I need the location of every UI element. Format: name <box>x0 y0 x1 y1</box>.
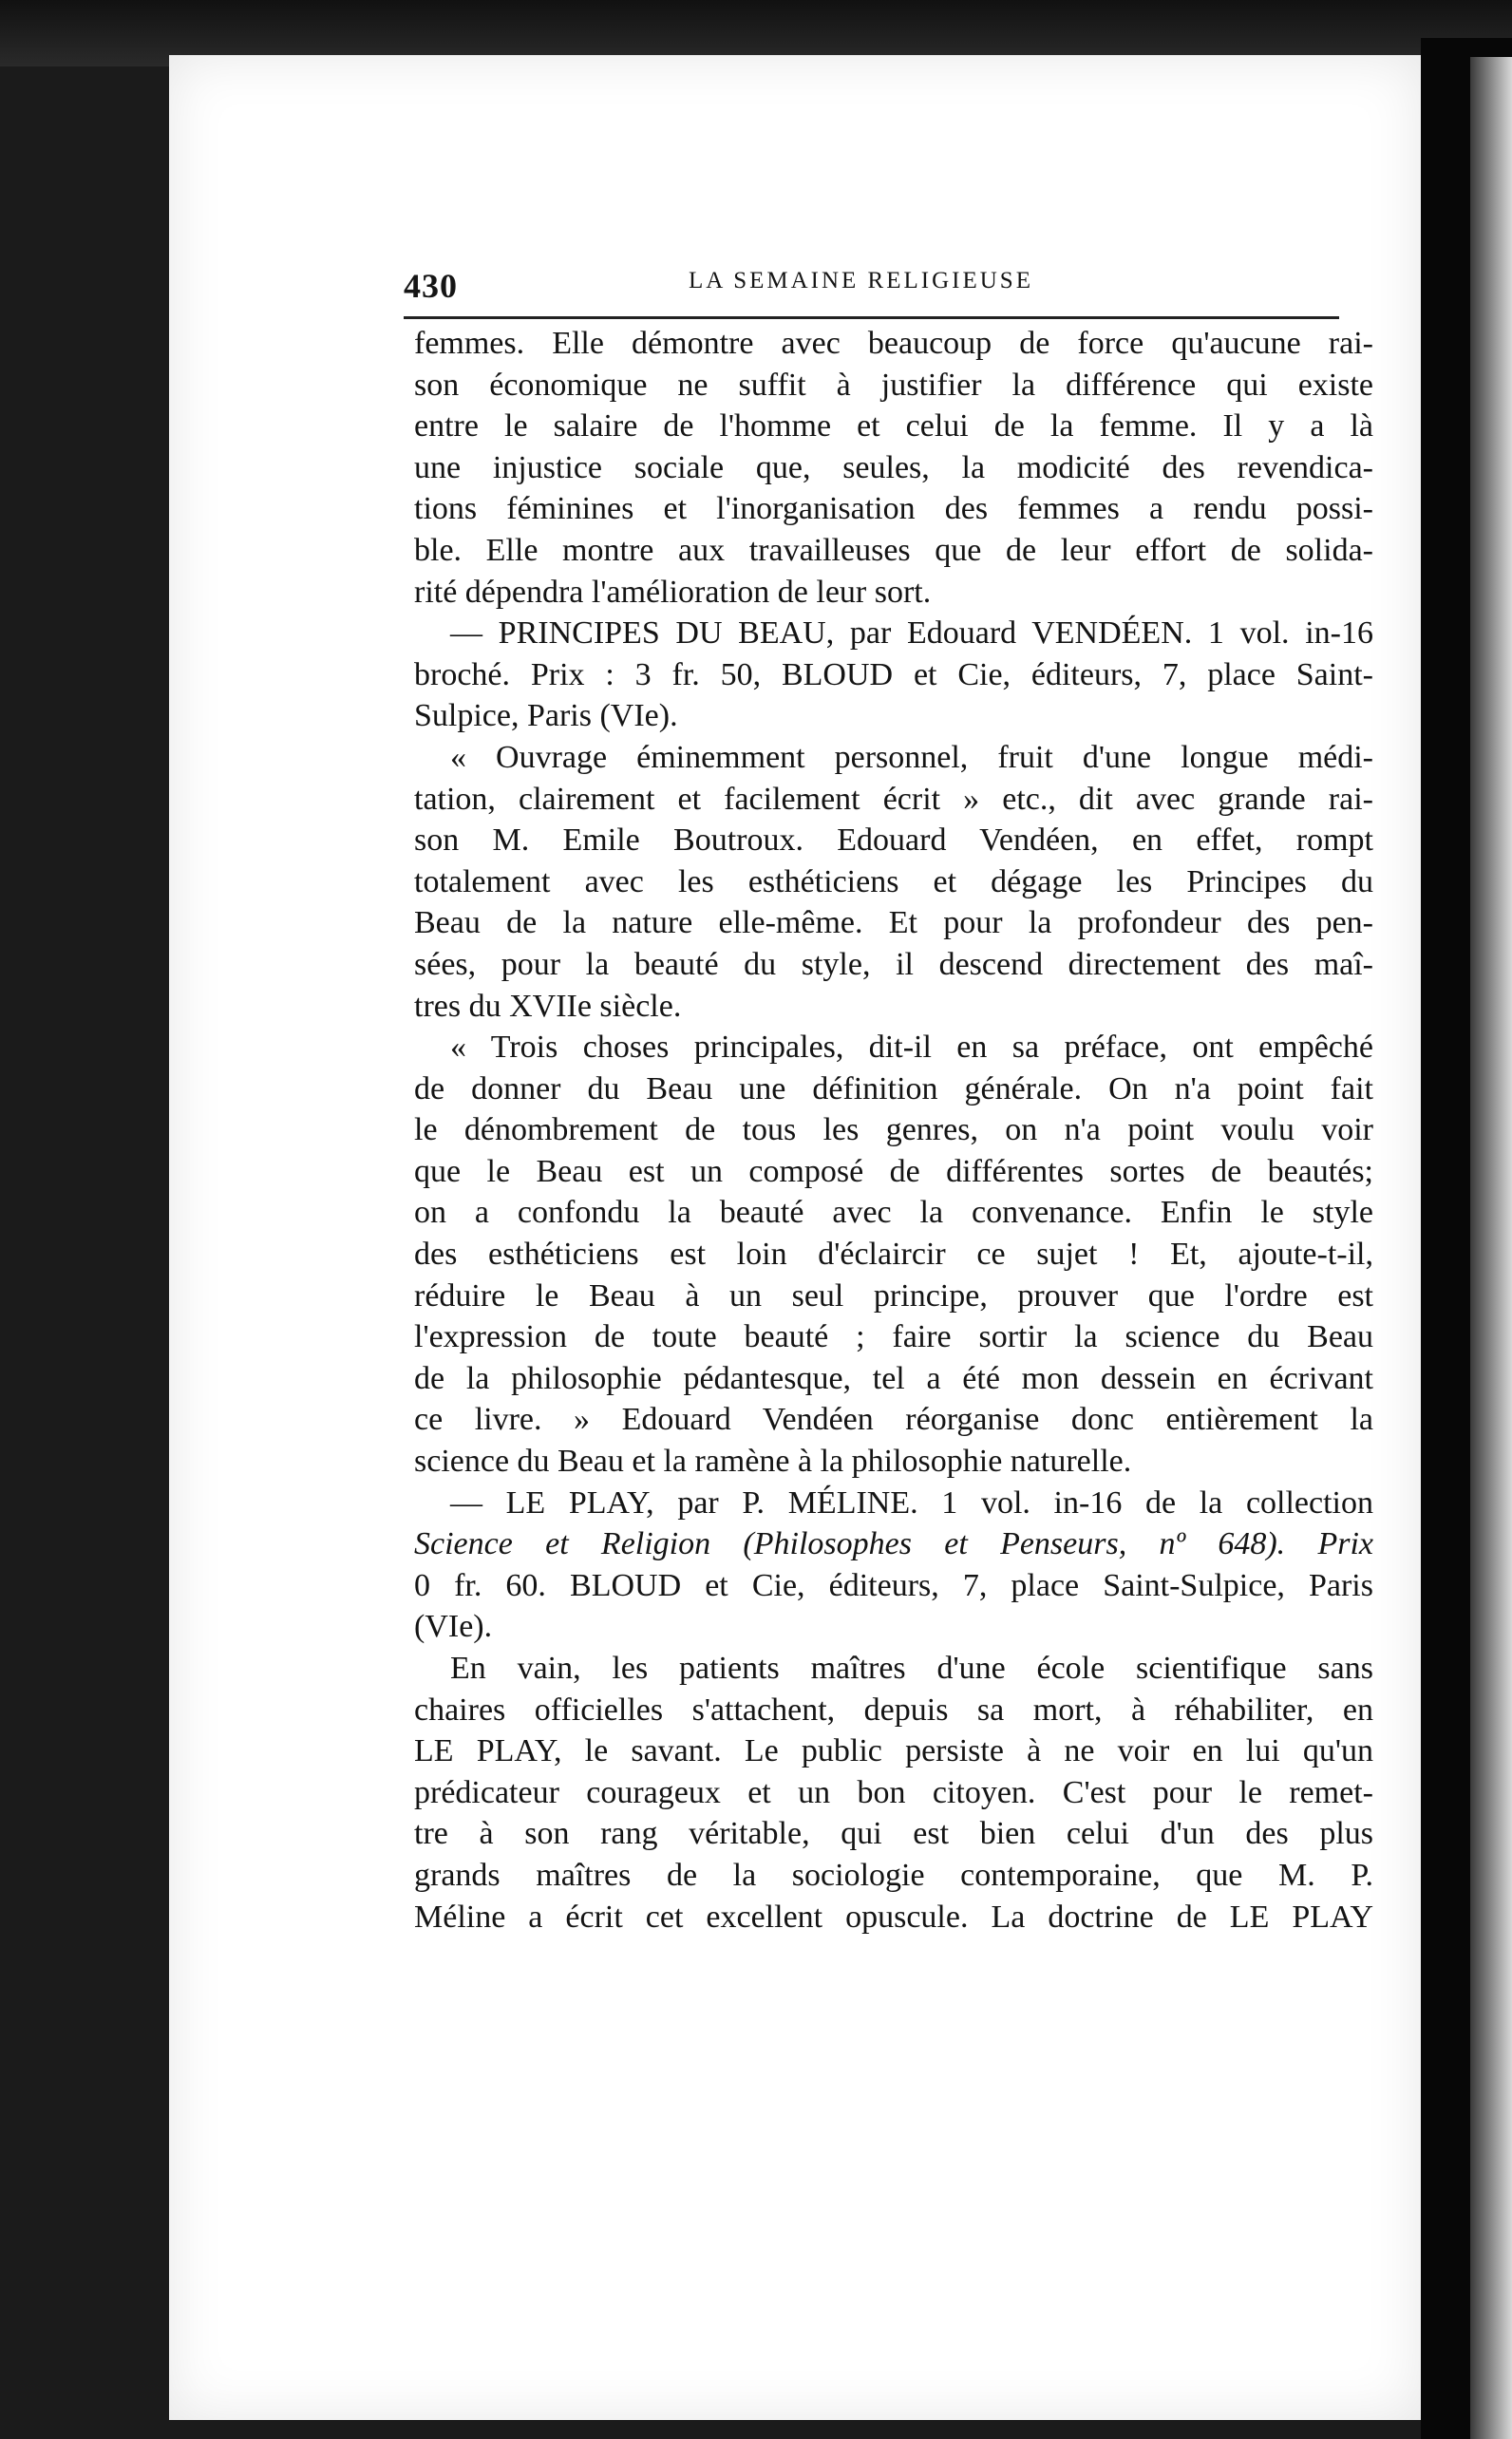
text-line: Méline a écrit cet excellent opuscule. La doctrine de LE PLAY <box>414 1899 1373 1935</box>
text-line: tation, clairement et facilement écrit » etc., dit avec grande rai- <box>414 781 1373 817</box>
text-line: réduire le Beau à un seul principe, prouver que l'ordre est <box>414 1277 1373 1314</box>
text-line: « Trois choses principales, dit-il en sa préface, ont empêché <box>450 1030 1373 1066</box>
text-line: l'expression de toute beauté ; faire sortir la science du Beau <box>414 1319 1373 1355</box>
text-line: ble. Elle montre aux travailleuses que de leur effort de solida- <box>414 532 1373 568</box>
text-line: En vain, les patients maîtres d'une école scientifique sans <box>450 1651 1373 1686</box>
text-line: ce livre. » Edouard Vendéen réorganise donc entièrement la <box>414 1402 1373 1438</box>
text-line: une injustice sociale que, seules, la modicité des revendica- <box>414 449 1373 485</box>
text-line: son économique ne suffit à justifier la différence qui existe <box>414 367 1373 403</box>
text-line: LE PLAY, le savant. Le public persiste à ne voir en lui qu'un <box>414 1733 1373 1769</box>
text-line: — LE PLAY, par P. MÉLINE. 1 vol. in-16 de la collection <box>450 1484 1373 1521</box>
text-line: des esthéticiens est loin d'éclaircir ce sujet ! Et, ajoute-t-il, <box>414 1237 1373 1273</box>
text-line: chaires officielles s'attachent, depuis sa mort, à réhabiliter, en <box>414 1692 1373 1728</box>
text-line: Sulpice, Paris (VIe). <box>414 698 678 734</box>
text-line: tres du XVIIe siècle. <box>414 988 682 1024</box>
text-line: 0 fr. 60. BLOUD et Cie, éditeurs, 7, place Saint-Sulpice, Paris <box>414 1567 1373 1603</box>
text-line: sées, pour la beauté du style, il descend directement des maî- <box>414 946 1373 982</box>
body-text <box>414 323 1373 1938</box>
text-line: Beau de la nature elle-même. Et pour la profondeur des pen- <box>414 905 1373 941</box>
page-header <box>404 266 1339 312</box>
running-title: LA SEMAINE RELIGIEUSE <box>689 268 1033 293</box>
adjacent-page-edge <box>1470 57 1512 2439</box>
text-line: on a confondu la beauté avec la convenance. Enfin le style <box>414 1195 1373 1231</box>
text-line: « Ouvrage éminemment personnel, fruit d'une longue médi- <box>450 739 1373 775</box>
text-line: son M. Emile Boutroux. Edouard Vendéen, en effet, rompt <box>414 822 1373 859</box>
text-line: broché. Prix : 3 fr. 50, BLOUD et Cie, éditeurs, 7, place Saint- <box>414 656 1373 692</box>
text-line: le dénombrement de tous les genres, on n'a point voulu voir <box>414 1112 1373 1148</box>
text-line: tions féminines et l'inorganisation des femmes a rendu possi- <box>414 491 1373 527</box>
text-line: Science et Religion (Philosophes et Penseurs, nº 648). Prix <box>414 1526 1373 1562</box>
text-line: de la philosophie pédantesque, tel a été mon dessein en écrivant <box>414 1360 1373 1396</box>
text-line: totalement avec les esthéticiens et dégage les Principes du <box>414 863 1373 899</box>
text-line: rité dépendra l'amélioration de leur sort. <box>414 574 932 610</box>
text-line: entre le salaire de l'homme et celui de la femme. Il y a là <box>414 408 1373 444</box>
page-number: 430 <box>404 267 458 305</box>
text-line: — PRINCIPES DU BEAU, par Edouard VENDÉEN. 1 vol. in-16 <box>450 615 1373 652</box>
text-line: science du Beau et la ramène à la philosophie naturelle. <box>414 1444 1132 1480</box>
text-line: grands maîtres de la sociologie contemporaine, que M. P. <box>414 1857 1373 1893</box>
header-rule <box>404 316 1339 319</box>
text-line: (VIe). <box>414 1609 493 1645</box>
text-line: femmes. Elle démontre avec beaucoup de force qu'aucune rai- <box>414 326 1373 361</box>
text-line: que le Beau est un composé de différentes sortes de beautés; <box>414 1153 1373 1189</box>
text-line: tre à son rang véritable, qui est bien celui d'un des plus <box>414 1816 1373 1852</box>
text-line: prédicateur courageux et un bon citoyen. C'est pour le remet- <box>414 1774 1373 1810</box>
text-line: de donner du Beau une définition générale. On n'a point fait <box>414 1070 1373 1106</box>
